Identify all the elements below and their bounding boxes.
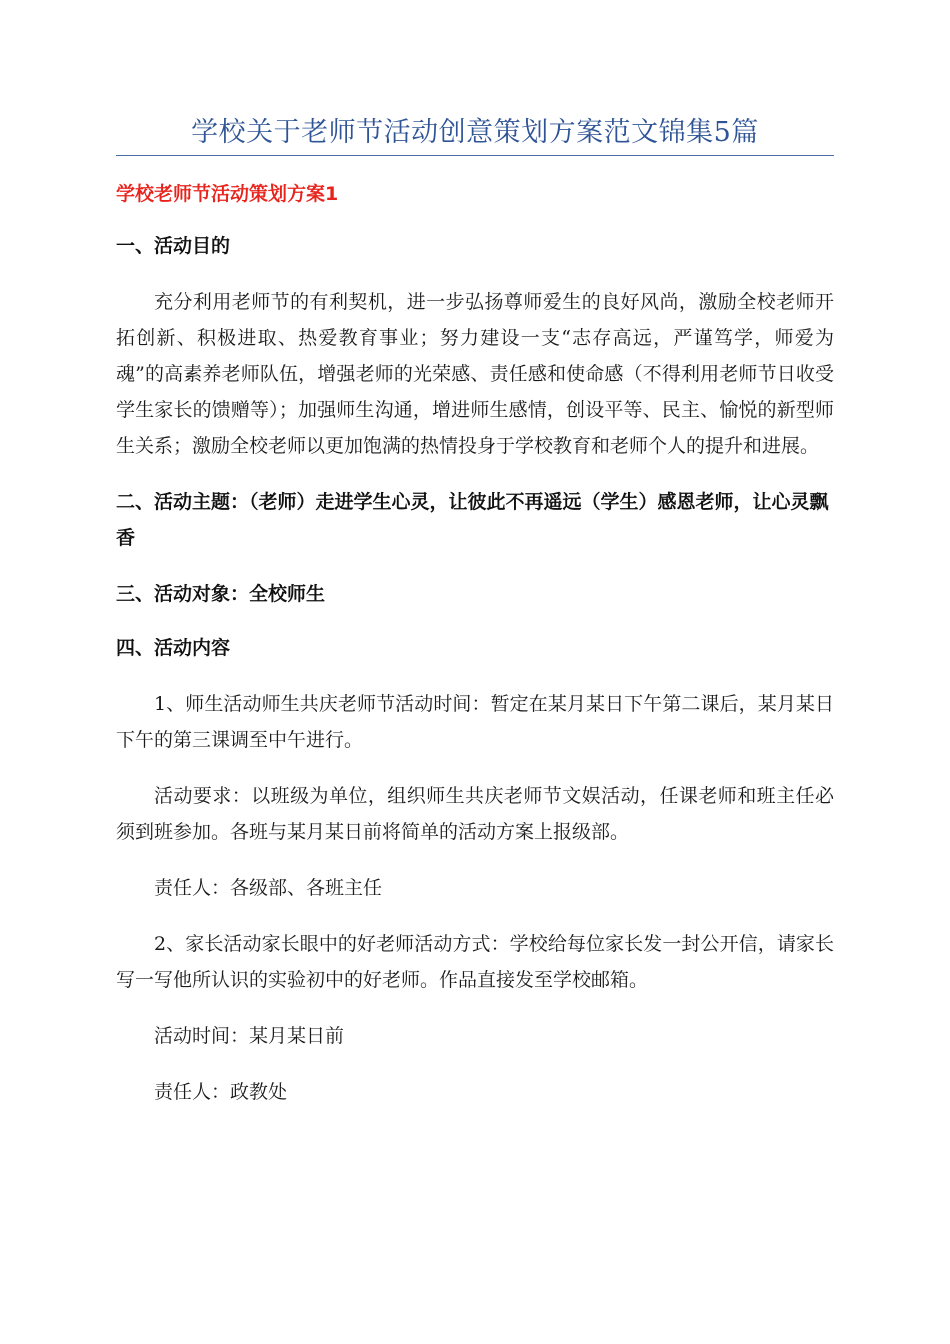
item1-responsible-paragraph: 责任人：各级部、各班主任 <box>154 877 383 899</box>
item2-paragraph: 2、家长活动家长眼中的好老师活动方式：学校给每位家长发一封公开信，请家长写一写他所认识的实验初中的好老师。作品直接发至学校邮箱。 <box>116 933 834 991</box>
item1-requirements-paragraph: 活动要求：以班级为单位，组织师生共庆老师节文娱活动，任课老师和班主任必须到班参加。各班与某月某日前将简单的活动方案上报级部。 <box>116 785 834 843</box>
title-divider <box>116 155 834 156</box>
item1-paragraph: 1、师生活动师生共庆老师节活动时间：暂定在某月某日下午第二课后，某月某日下午的第三课调至中午进行。 <box>116 693 834 751</box>
content-heading: 四、活动内容 <box>116 637 231 659</box>
item2-time-paragraph: 活动时间：某月某日前 <box>154 1025 345 1047</box>
item2-responsible-paragraph: 责任人：政教处 <box>154 1081 288 1103</box>
document-body <box>116 178 834 1130</box>
plan-heading: 学校老师节活动策划方案1 <box>116 183 339 205</box>
target-heading: 三、活动对象：全校师生 <box>116 583 326 605</box>
document-title: 学校关于老师节活动创意策划方案范文锦集5篇 <box>191 117 759 148</box>
purpose-heading: 一、活动目的 <box>116 235 231 257</box>
purpose-paragraph: 充分利用老师节的有利契机，进一步弘扬尊师爱生的良好风尚，激励全校老师开拓创新、积极进取、热爱教育事业；努力建设一支“志存高远，严谨笃学，师爱为魂”的高素养老师队伍，增强老师的光荣感、责任感和使命感（不得利用老师节日收受学生家长的馈赠等）；加强师生沟通，增进师生感情，创设平等、民主、愉悦的新型师生关系；激励全校老师以更加饱满的热情投身于学校教育和老师个人的提升和进展。 <box>116 291 834 457</box>
theme-heading: 二、活动主题：（老师）走进学生心灵，让彼此不再遥远（学生）感恩老师，让心灵飘香 <box>116 491 829 549</box>
